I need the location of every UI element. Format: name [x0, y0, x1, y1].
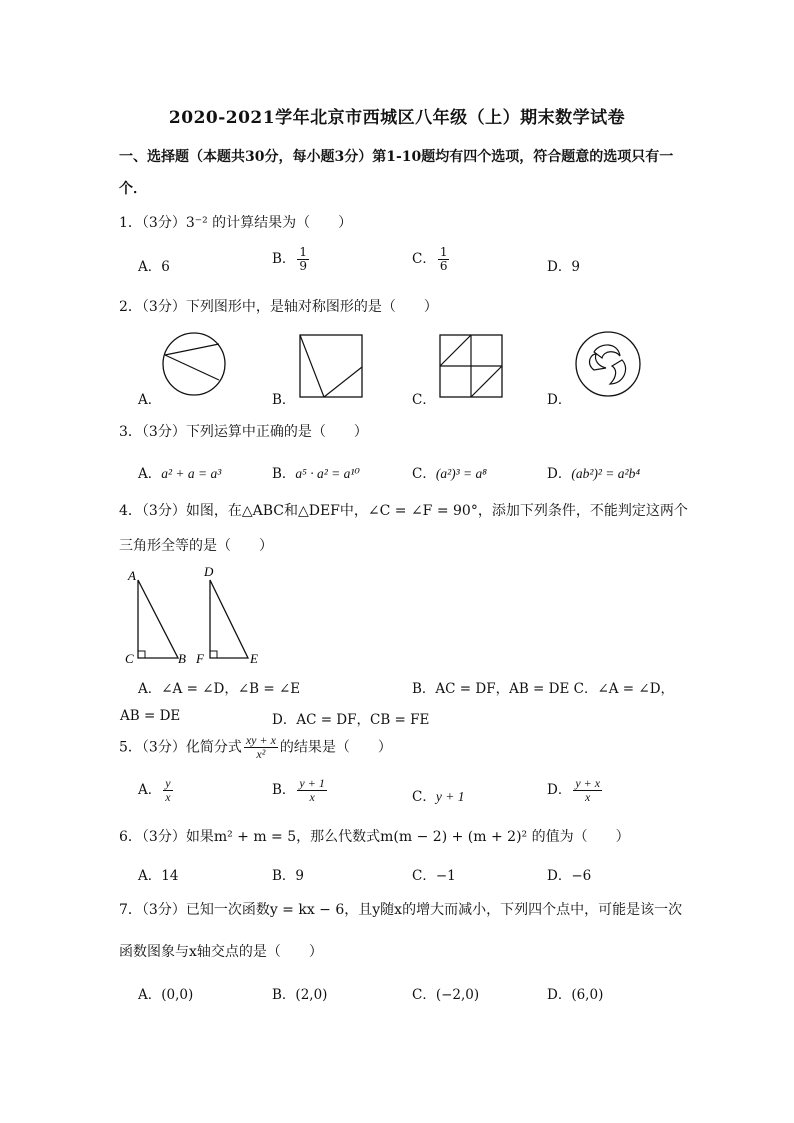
yin-yang-circle-figure [572, 328, 644, 400]
stem-text: 5．（3分）化简分式 [119, 739, 242, 756]
option-label: A． [138, 868, 162, 884]
question-4-stem-line-2: 三角形全等的是（ ） [119, 538, 273, 554]
q1-option-b[interactable] [272, 246, 311, 273]
option-value: 9 [571, 259, 580, 275]
numerator: 1 [439, 245, 448, 259]
denominator: 9 [299, 259, 308, 273]
denominator: x [585, 790, 591, 804]
option-label: C． [412, 251, 436, 267]
option-label: C． [412, 987, 436, 1003]
fraction [297, 777, 326, 804]
question-1-stem: 1．（3分）3⁻² 的计算结果为（ ） [119, 215, 353, 231]
q4-option-b-c[interactable] [412, 677, 674, 697]
option-value: (6,0) [571, 987, 604, 1003]
denominator: x² [256, 747, 266, 761]
numerator: xy + x [245, 733, 276, 747]
q7-option-b[interactable] [272, 983, 327, 1003]
q7-option-a[interactable] [138, 983, 193, 1003]
option-value: y + 1 [435, 789, 465, 804]
square-diagonal-figure [296, 332, 366, 402]
numerator: y [165, 776, 171, 790]
q1-option-a[interactable] [138, 255, 170, 275]
q5-option-b[interactable] [272, 777, 329, 804]
fraction [244, 734, 278, 761]
option-label: B． [272, 868, 296, 884]
option-value: a² + a = a³ [161, 466, 222, 481]
question-5-stem [119, 734, 392, 761]
option-text: B．AC = DF，AB = DE C．∠A = ∠D， [412, 681, 675, 697]
vertex-e-label: E [250, 651, 258, 666]
option-value: a⁵ · a² = a¹⁰ [295, 466, 360, 481]
option-label: C． [412, 868, 436, 884]
q3-option-a[interactable] [138, 462, 221, 482]
option-text: AB = DE [120, 708, 181, 724]
numerator: y + 1 [299, 776, 325, 790]
vertex-a-label: A [128, 568, 136, 583]
denominator: x [309, 790, 315, 804]
q2-option-b[interactable]: B． [272, 392, 296, 408]
option-label: B． [272, 782, 296, 798]
question-7-stem-line-1: 7．（3分）已知一次函数y = kx − 6，且y随x的增大而减小，下列四个点中，可能是该一次 [119, 902, 683, 918]
question-4-stem-line-1: 4．（3分）如图，在△ABC和△DEF中，∠C = ∠F = 90°，添加下列条件，不能判定这两个 [119, 503, 688, 519]
option-label: A． [138, 782, 162, 798]
option-label: A． [138, 466, 162, 482]
option-value: (0,0) [161, 987, 194, 1003]
grid-square-figure [436, 332, 506, 402]
q7-option-d[interactable] [547, 983, 603, 1003]
option-label: B． [272, 251, 296, 267]
fraction [438, 246, 450, 273]
option-label: A． [138, 259, 162, 275]
numerator: y + x [575, 776, 601, 790]
option-label: D． [547, 259, 572, 275]
q7-option-c[interactable] [412, 983, 479, 1003]
option-label: D． [547, 782, 572, 798]
vertex-c-label: C [125, 651, 134, 666]
q2-option-a[interactable]: A． [138, 392, 162, 408]
q2-option-c[interactable]: C． [412, 392, 436, 408]
q6-option-c[interactable] [412, 864, 456, 884]
two-right-triangles-figure [120, 562, 270, 670]
option-text: A．∠A = ∠D，∠B = ∠E [138, 681, 301, 697]
vertex-f-label: F [196, 651, 204, 666]
option-label: D． [547, 868, 572, 884]
question-3-stem: 3．（3分）下列运算中正确的是（ ） [119, 424, 368, 440]
option-label: B． [272, 987, 296, 1003]
q4-option-d[interactable] [272, 708, 429, 728]
option-label: A． [138, 987, 162, 1003]
q6-option-d[interactable] [547, 864, 591, 884]
page-title: 2020-2021学年北京市西城区八年级（上）期末数学试卷 [168, 108, 626, 128]
option-value: (ab²)² = a²b⁴ [571, 466, 641, 481]
option-value: 6 [161, 259, 170, 275]
option-value: −1 [435, 868, 456, 884]
denominator: 6 [439, 259, 448, 273]
option-value: (2,0) [295, 987, 328, 1003]
stem-text: 的结果是（ ） [279, 739, 392, 756]
q4-option-c-cont [120, 708, 180, 724]
option-label: C． [412, 789, 436, 805]
option-value: 14 [161, 868, 179, 884]
q3-option-b[interactable] [272, 462, 360, 482]
fraction [573, 777, 602, 804]
option-value: (−2,0) [435, 987, 480, 1003]
option-text: D．AC = DF，CB = FE [272, 712, 430, 728]
q6-option-a[interactable] [138, 864, 178, 884]
question-2-stem: 2．（3分）下列图形中，是轴对称图形的是（ ） [119, 299, 438, 315]
q5-option-c[interactable] [412, 785, 464, 805]
option-value: (a²)³ = a⁸ [435, 466, 487, 481]
q3-option-c[interactable] [412, 462, 487, 482]
question-7-stem-line-2: 函数图象与x轴交点的是（ ） [119, 944, 323, 960]
option-label: D． [547, 466, 572, 482]
q1-option-c[interactable] [412, 246, 451, 273]
q2-option-d[interactable]: D． [547, 392, 572, 408]
option-label: B． [272, 466, 296, 482]
fraction [163, 777, 172, 804]
fraction [297, 246, 309, 273]
vertex-d-label: D [204, 564, 214, 579]
question-6-stem: 6．（3分）如果m² + m = 5，那么代数式m(m − 2) + (m + 2)² 的值为（ ） [119, 829, 630, 845]
option-value: 9 [295, 868, 305, 884]
q4-option-a[interactable] [138, 677, 300, 697]
q5-option-d[interactable] [547, 777, 604, 804]
q5-option-a[interactable] [138, 777, 175, 804]
option-label: C． [412, 466, 436, 482]
numerator: 1 [299, 245, 308, 259]
section-heading: 一、选择题（本题共30分，每小题3分）第1-10题均有四个选项，符合题意的选项只有一个． [119, 149, 674, 197]
circle-chord-figure [160, 328, 230, 398]
q6-option-b[interactable] [272, 864, 304, 884]
denominator: x [165, 790, 171, 804]
q3-option-d[interactable] [547, 462, 640, 482]
q1-option-d[interactable] [547, 255, 580, 275]
option-label: D． [547, 987, 572, 1003]
vertex-b-label: B [178, 651, 186, 666]
option-value: −6 [571, 868, 592, 884]
